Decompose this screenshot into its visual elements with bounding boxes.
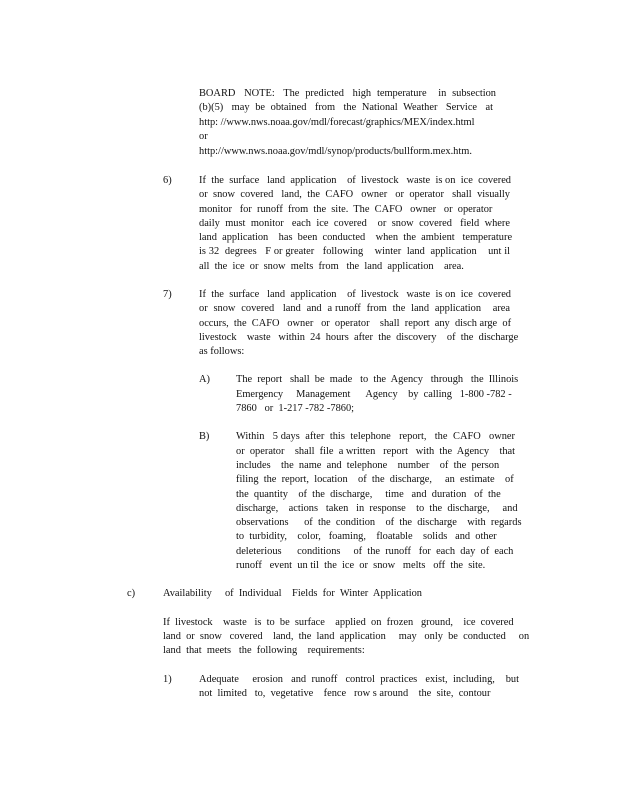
item-7b-line: runoff event un til the ice or snow melts off the site. [236,560,486,571]
board-note-or: or [199,131,208,142]
item-7b-line: deleterious conditions of the runoff for each day of each [236,546,514,557]
item-6-line: monitor for runoff from the site. The CAFO owner or operator [199,204,493,215]
item-c1-line: Adequate erosion and runoff control practices exist, including, but [199,674,519,685]
item-7b-line: includes the name and telephone number of the person [236,460,500,471]
section-c-label: c) [127,588,136,599]
item-c1-label: 1) [163,674,172,685]
item-7-line: livestock waste within 24 hours after the discovery of the discharge [199,332,519,343]
item-7b-line: Within 5 days after this telephone report, the CAFO owner [236,431,515,442]
item-7a-label: A) [199,374,210,385]
board-note-line: BOARD NOTE: The predicted high temperature in subsection [199,88,496,99]
item-6-line: daily must monitor each ice covered or snow covered field where [199,218,510,229]
item-7b-line: discharge, actions taken in response to the discharge, and [236,503,518,514]
item-7-line: as follows: [199,346,245,357]
item-c1-line: not limited to, vegetative fence row s around the site, contour [199,688,491,699]
item-6-line: all the ice or snow melts from the land application area. [199,261,464,272]
item-7-line: or snow covered land and a runoff from the land application area [199,303,510,314]
board-note-url-forecast: http: //www.nws.noaa.gov/mdl/forecast/graphics/MEX/index.html [199,117,475,128]
item-7a-line: Emergency Management Agency by calling 1-800 -782 - [236,389,512,400]
item-6-line: or snow covered land, the CAFO owner or operator shall visually [199,189,510,200]
section-c-heading: Availability of Individual Fields for Winter Application [163,588,422,599]
item-7b-line: or operator shall file a written report with the Agency that [236,446,516,457]
item-7b-line: the quantity of the discharge, time and duration of the [236,489,501,500]
item-6-line: land application has been conducted when the ambient temperature [199,232,513,243]
item-7-line: If the surface land application of livestock waste is on ice covered [199,289,511,300]
board-note-url-synop: http://www.nws.noaa.gov/mdl/synop/products/bullform.mex.htm. [199,146,472,157]
item-6-label: 6) [163,175,172,186]
section-c-intro-line: If livestock waste is to be surface applied on frozen ground, ice covered [163,617,514,628]
item-7a-line: The report shall be made to the Agency through the Illinois [236,374,519,385]
item-7-line: occurs, the CAFO owner or operator shall report any disch arge of [199,318,512,329]
section-c-intro-line: land that meets the following requirements: [163,645,365,656]
item-6-line: If the surface land application of livestock waste is on ice covered [199,175,511,186]
item-6-line: is 32 degrees F or greater following winter land application unt il [199,246,510,257]
item-7b-line: to turbidity, color, foaming, floatable solids and other [236,531,497,542]
item-7a-line: 7860 or 1-217 -782 -7860; [236,403,355,414]
section-c-intro-line: land or snow covered land, the land application may only be conducted on [163,631,530,642]
item-7b-line: observations of the condition of the discharge with regards [236,517,522,528]
item-7b-label: B) [199,431,210,442]
item-7b-line: filing the report, location of the discharge, an estimate of [236,474,514,485]
board-note-line: (b)(5) may be obtained from the National Weather Service at [199,102,493,113]
item-7-label: 7) [163,289,172,300]
